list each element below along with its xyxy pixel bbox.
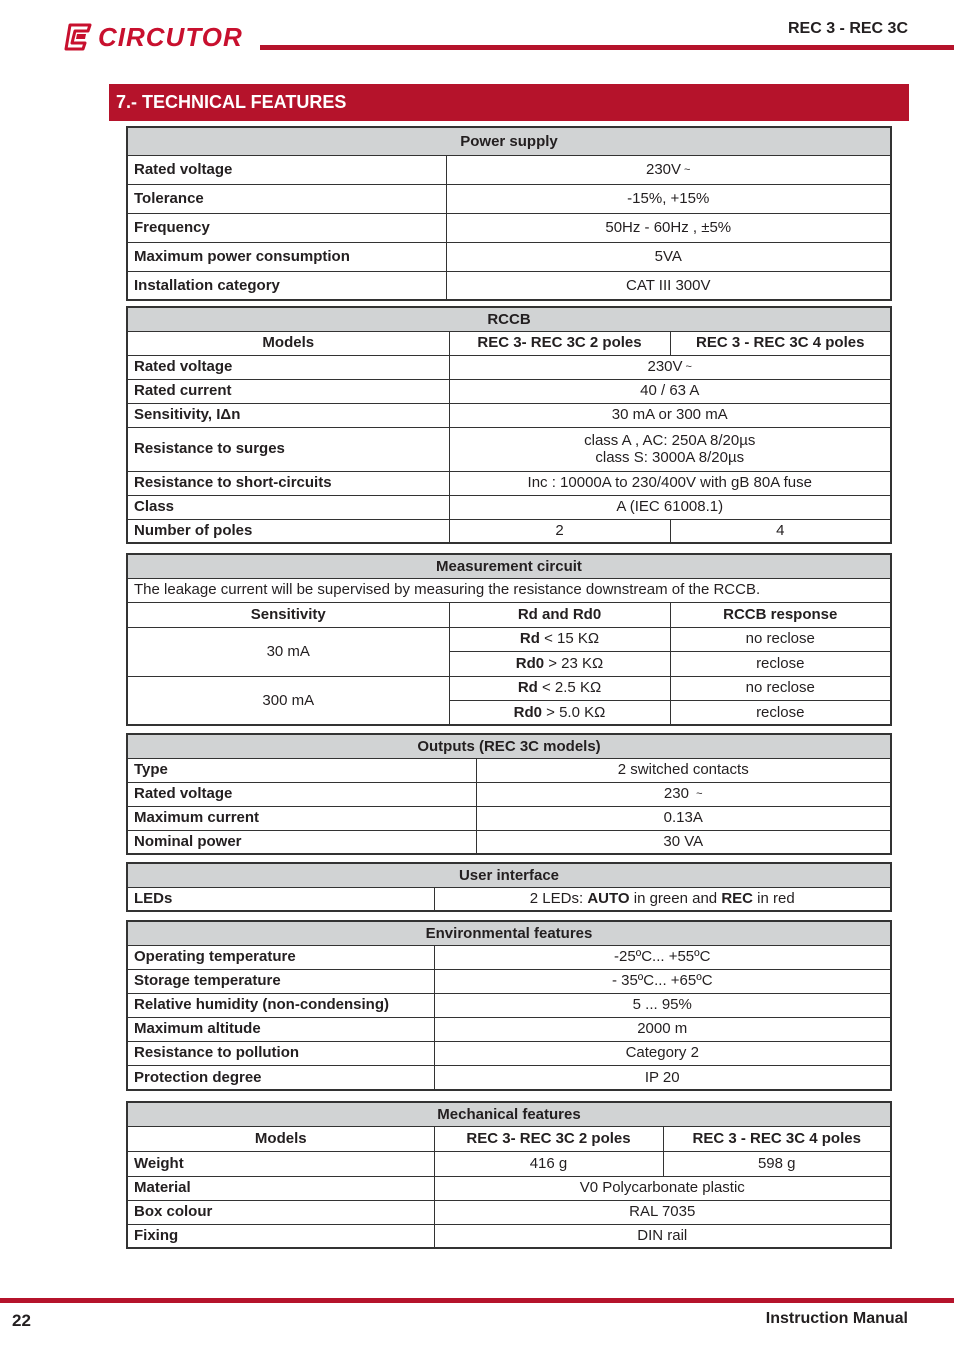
rccb-response: reclose	[670, 651, 891, 676]
row-label: Tolerance	[127, 184, 446, 213]
row-label: Operating temperature	[127, 945, 434, 969]
row-value: 5VA	[446, 242, 891, 271]
table-title: Outputs (REC 3C models)	[127, 734, 891, 758]
row-label: Class	[127, 495, 449, 519]
column-header: Rd and Rd0	[449, 602, 670, 627]
row-label: Protection degree	[127, 1065, 434, 1090]
row-label: Rated current	[127, 379, 449, 403]
row-value: 0.13A	[476, 806, 891, 830]
row-label: Fixing	[127, 1224, 434, 1248]
row-value: 2 LEDs: AUTO in green and REC in red	[434, 887, 891, 911]
row-label: LEDs	[127, 887, 434, 911]
row-label: Weight	[127, 1151, 434, 1176]
brand-logo	[64, 20, 243, 54]
row-value: -15%, +15%	[446, 184, 891, 213]
row-value: 2	[449, 519, 670, 543]
rd-condition: Rd < 15 KΩ	[449, 627, 670, 651]
rd-condition: Rd0 > 23 KΩ	[449, 651, 670, 676]
row-value: - 35ºC... +65ºC	[434, 969, 891, 993]
table-title: RCCB	[127, 307, 891, 331]
row-value: 4	[670, 519, 891, 543]
rccb-table	[126, 306, 892, 544]
column-header: REC 3 - REC 3C 4 poles	[663, 1126, 891, 1151]
measurement-note: The leakage current will be supervised by measuring the resistance downstream of the RCCB.	[127, 578, 891, 602]
document-model: REC 3 - REC 3C	[787, 20, 908, 37]
rccb-response: no reclose	[670, 676, 891, 700]
row-value: 230V ~	[449, 355, 891, 379]
row-label: Storage temperature	[127, 969, 434, 993]
row-label: Resistance to short-circuits	[127, 471, 449, 495]
row-label: Material	[127, 1176, 434, 1200]
row-value: V0 Polycarbonate plastic	[434, 1176, 891, 1200]
row-value: 2000 m	[434, 1017, 891, 1041]
row-label: Rated voltage	[127, 355, 449, 379]
row-label: Sensitivity, IΔn	[127, 403, 449, 427]
footer-title: Instruction Manual	[765, 1310, 908, 1327]
sensitivity-value: 300 mA	[127, 676, 449, 725]
column-header: RCCB response	[670, 602, 891, 627]
row-value: 230 ~	[476, 782, 891, 806]
outputs-table	[126, 733, 892, 855]
environmental-table	[126, 920, 892, 1091]
row-label: Type	[127, 758, 476, 782]
row-value: RAL 7035	[434, 1200, 891, 1224]
column-header: REC 3- REC 3C 2 poles	[434, 1126, 663, 1151]
row-value: Category 2	[434, 1041, 891, 1065]
page-number: 22	[12, 1311, 31, 1330]
row-value: class A , AC: 250A 8/20µs class S: 3000A 8/20µs	[449, 427, 891, 471]
rd-condition: Rd < 2.5 KΩ	[449, 676, 670, 700]
row-label: Installation category	[127, 271, 446, 300]
row-value: DIN rail	[434, 1224, 891, 1248]
sensitivity-value: 30 mA	[127, 627, 449, 676]
section-title: 7.- TECHNICAL FEATURES	[109, 84, 909, 121]
column-header: REC 3 - REC 3C 4 poles	[670, 331, 891, 355]
row-label: Rated voltage	[127, 782, 476, 806]
ac-symbol: ~	[684, 163, 691, 176]
row-value: 416 g	[434, 1151, 663, 1176]
table-title: Power supply	[127, 127, 891, 155]
row-label: Nominal power	[127, 830, 476, 854]
power-supply-table	[126, 126, 892, 301]
table-title: Mechanical features	[127, 1102, 891, 1126]
row-value: 30 VA	[476, 830, 891, 854]
column-header: Sensitivity	[127, 602, 449, 627]
row-label: Maximum current	[127, 806, 476, 830]
user-interface-table	[126, 862, 892, 912]
row-value: IP 20	[434, 1065, 891, 1090]
row-label: Box colour	[127, 1200, 434, 1224]
row-label: Rated voltage	[127, 155, 446, 184]
row-label: Frequency	[127, 213, 446, 242]
row-label: Resistance to surges	[127, 427, 449, 471]
measurement-table	[126, 553, 892, 726]
row-value: CAT III 300V	[446, 271, 891, 300]
row-label: Resistance to pollution	[127, 1041, 434, 1065]
row-value: 598 g	[663, 1151, 891, 1176]
row-label: Number of poles	[127, 519, 449, 543]
table-title: User interface	[127, 863, 891, 887]
row-value: 30 mA or 300 mA	[449, 403, 891, 427]
row-value: -25ºC... +55ºC	[434, 945, 891, 969]
table-title: Measurement circuit	[127, 554, 891, 578]
circutor-logo-icon	[64, 22, 94, 52]
row-value: 2 switched contacts	[476, 758, 891, 782]
footer-divider	[0, 1298, 954, 1303]
ac-symbol: ~	[685, 361, 692, 374]
row-value: 50Hz - 60Hz , ±5%	[446, 213, 891, 242]
column-header: Models	[127, 331, 449, 355]
row-label: Maximum power consumption	[127, 242, 446, 271]
rccb-response: reclose	[670, 700, 891, 725]
row-label: Relative humidity (non-condensing)	[127, 993, 434, 1017]
brand-name: CIRCUTOR	[98, 21, 243, 52]
row-value: A (IEC 61008.1)	[449, 495, 891, 519]
rd-condition: Rd0 > 5.0 KΩ	[449, 700, 670, 725]
rccb-response: no reclose	[670, 627, 891, 651]
header-divider	[260, 45, 954, 50]
row-value: 5 ... 95%	[434, 993, 891, 1017]
row-label: Maximum altitude	[127, 1017, 434, 1041]
row-value: Inc : 10000A to 230/400V with gB 80A fuse	[449, 471, 891, 495]
column-header: Models	[127, 1126, 434, 1151]
row-value: 230V ~	[446, 155, 891, 184]
table-title: Environmental features	[127, 921, 891, 945]
column-header: REC 3- REC 3C 2 poles	[449, 331, 670, 355]
ac-symbol: ~	[696, 788, 703, 801]
mechanical-table	[126, 1101, 892, 1249]
row-value: 40 / 63 A	[449, 379, 891, 403]
